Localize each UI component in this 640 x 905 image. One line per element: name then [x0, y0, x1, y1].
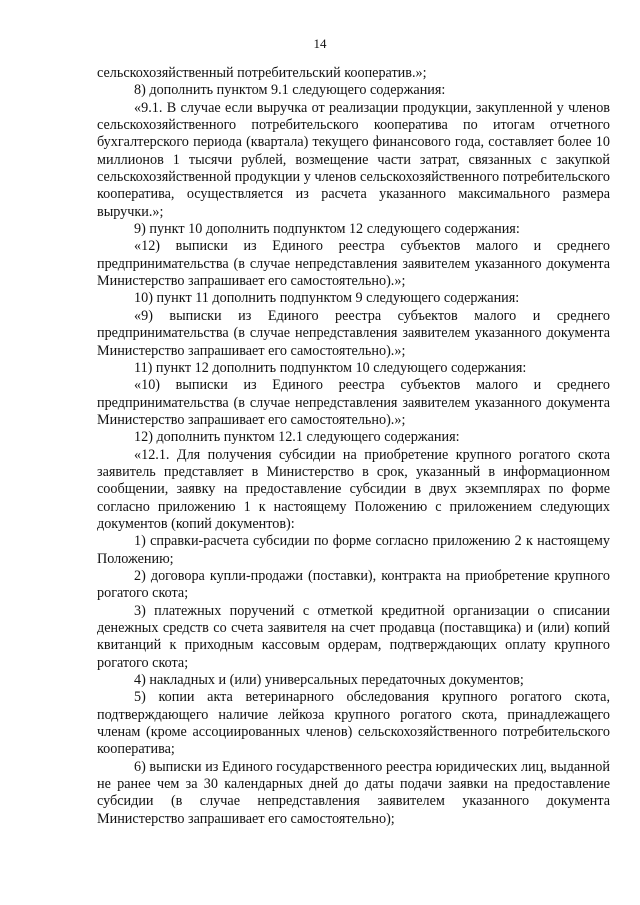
page-number: 14 [313, 36, 327, 51]
paragraph: 11) пункт 12 дополнить подпунктом 10 следующего содержания: [134, 359, 527, 376]
paragraph: «12) выписки из Единого реестра субъектов малого и среднего предпринимательства (в случае непредставления заявителем указанного документа Министерство запрашивает его самостоятельно).»; [97, 238, 610, 290]
paragraph: «12.1. Для получения субсидии на приобретение крупного рогатого скота заявитель представляет в Министерство в срок, указанный в информационном сообщении, заявку на предоставление субсидии в двух экземплярах по форме согласно приложению 1 к настоящему Положению с приложением следующих документов (копий документов): [97, 446, 610, 532]
paragraph: 4) накладных и (или) универсальных передаточных документов; [134, 672, 524, 689]
paragraph: 2) договора купли-продажи (поставки), контракта на приобретение крупного рогатого скота; [97, 567, 610, 602]
document-body [97, 65, 610, 828]
paragraph: 6) выписки из Единого государственного реестра юридических лиц, выданной не ранее чем за 30 календарных дней до даты подачи заявки на предоставление субсидии (в случае непредставления заявителем указанного документа Министерство запрашивает его самостоятельно); [97, 758, 610, 827]
paragraph: 3) платежных поручений с отметкой кредитной организации о списании денежных средств со счета заявителя на счет продавца (поставщика) и (или) копий квитанций к приходным кассовым ордерам, подтверждающих оплату крупного рогатого скота; [97, 602, 610, 671]
paragraph: «9.1. В случае если выручка от реализации продукции, закупленной у членов сельскохозяйственного потребительского кооператива по итогам отчетного бухгалтерского периода (квартала) текущего финансового года, составляет более 10 миллионов 1 тысячи рублей, возмещение части затрат, связанных с закупкой сельскохозяйственной продукции у членов сельскохозяйственного потребительского кооператива, осуществляется из расчета указанного максимального размера выручки.»; [97, 99, 610, 220]
paragraph: 8) дополнить пунктом 9.1 следующего содержания: [134, 82, 446, 99]
paragraph: 5) копии акта ветеринарного обследования крупного рогатого скота, подтверждающего наличие лейкоза крупного рогатого скота, принадлежащего членам (кроме ассоциированных членов) сельскохозяйственного потребительского кооператива; [97, 689, 610, 758]
paragraph: «9) выписки из Единого реестра субъектов малого и среднего предпринимательства (в случае непредставления заявителем указанного документа Министерство запрашивает его самостоятельно).»; [97, 307, 610, 359]
paragraph: «10) выписки из Единого реестра субъектов малого и среднего предпринимательства (в случае непредставления заявителем указанного документа Министерство запрашивает его самостоятельно).»; [97, 377, 610, 428]
paragraph: 10) пункт 11 дополнить подпунктом 9 следующего содержания: [134, 290, 520, 307]
paragraph: сельскохозяйственный потребительский кооператив.»; [97, 65, 427, 81]
paragraph: 12) дополнить пунктом 12.1 следующего содержания: [134, 429, 460, 446]
paragraph: 1) справки-расчета субсидии по форме согласно приложению 2 к настоящему Положению; [97, 533, 610, 567]
paragraph: 9) пункт 10 дополнить подпунктом 12 следующего содержания: [134, 221, 520, 238]
